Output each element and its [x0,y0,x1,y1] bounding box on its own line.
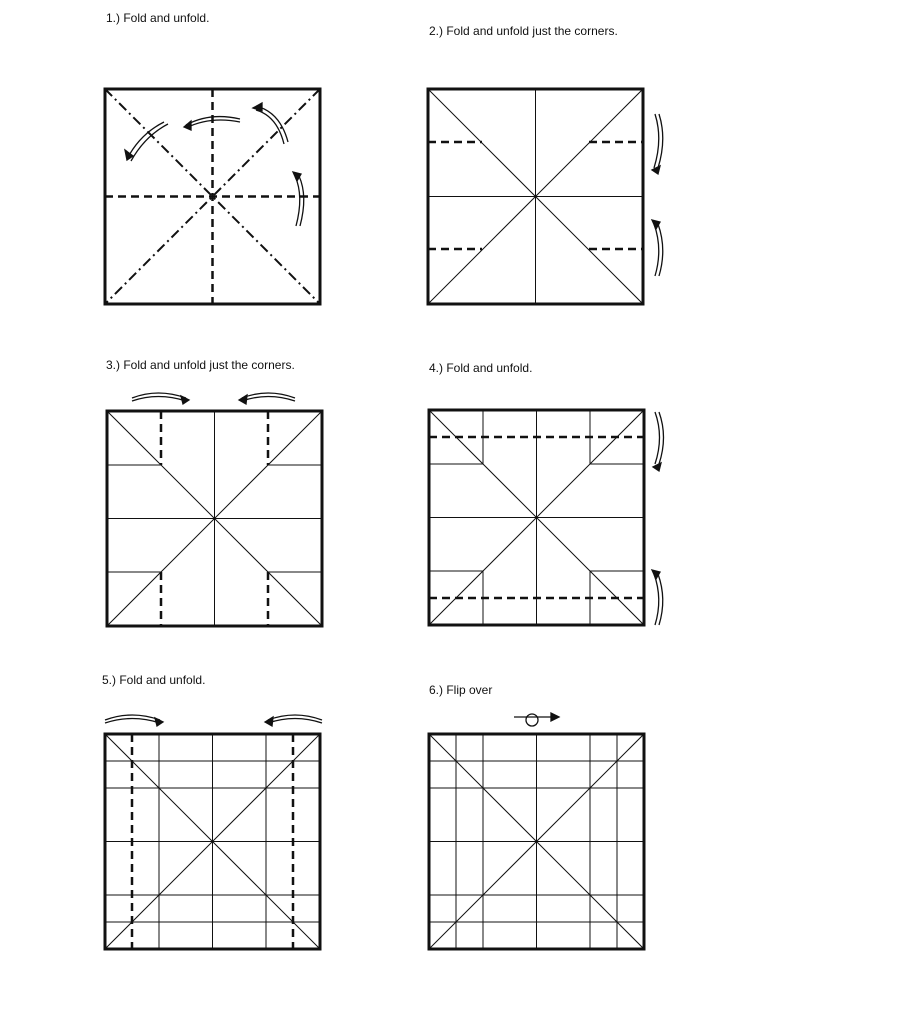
step-6-diagram [424,706,664,956]
step-4-caption: 4.) Fold and unfold. [429,361,533,375]
step-3-caption: 3.) Fold and unfold just the corners. [106,358,295,372]
step-5-diagram [100,706,340,956]
step-1-caption: 1.) Fold and unfold. [106,11,210,25]
fold-arrow-right-side [293,172,304,226]
fold-arrow-top-left [132,393,189,404]
flip-over-icon [514,713,559,726]
fold-arrow-top-side [652,114,663,174]
step-2-caption: 2.) Fold and unfold just the corners. [429,24,618,38]
fold-arrow-left [125,122,168,161]
fold-arrow-top-right [265,715,322,726]
step-2-diagram [424,84,674,324]
fold-arrow-bottom-side [652,220,663,276]
step-1-diagram [100,84,340,324]
fold-arrow-top-right [239,393,295,404]
fold-arrow-bottom-side [652,570,663,625]
fold-arrow-top-left [105,715,163,726]
step-5-caption: 5.) Fold and unfold. [102,673,206,687]
step-6-caption: 6.) Flip over [429,683,493,697]
step-3-diagram [100,382,340,632]
fold-arrow-top-side [653,412,664,471]
step-4-diagram [424,404,674,644]
